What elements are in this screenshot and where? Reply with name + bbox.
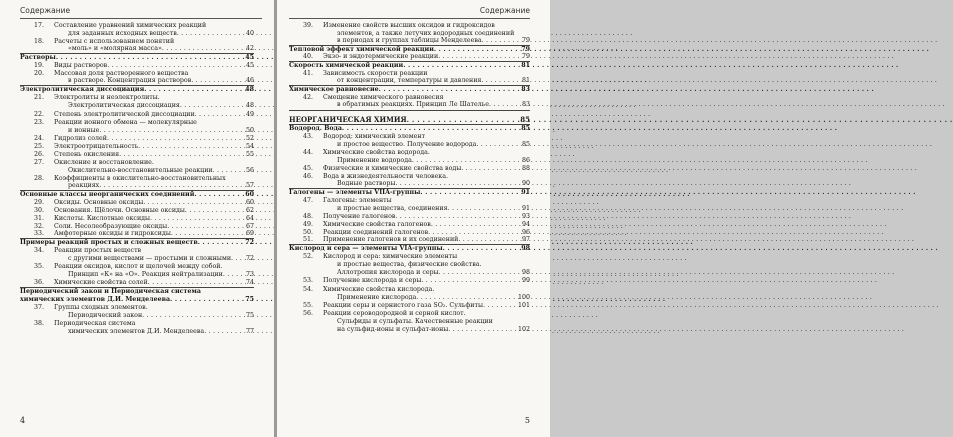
toc-entry-number: 36.: [34, 278, 45, 286]
toc-page-number: 81: [521, 62, 530, 70]
toc-page-number: 56: [245, 166, 254, 174]
toc-dot-leader: [195, 111, 244, 119]
toc-entry-title: Гидролиз солей: [54, 134, 107, 142]
toc-entry-title: Растворы: [20, 54, 56, 62]
toc-entry-number: 23.: [34, 118, 45, 126]
toc-entry[interactable]: [20, 127, 254, 135]
toc-entry-title: Водород. Вода: [289, 124, 342, 132]
toc-page-number: 93: [521, 213, 530, 221]
toc-entry[interactable]: [20, 78, 254, 86]
toc-entry[interactable]: [289, 294, 530, 302]
toc-entry[interactable]: [289, 181, 530, 189]
toc-entry-title: Соли. Несолеобразующие оксиды: [54, 223, 168, 231]
toc-entry-number: 28.: [34, 174, 45, 182]
toc-entry[interactable]: [289, 269, 530, 277]
toc-page-number: 98: [521, 269, 530, 277]
toc-dot-leader: [177, 30, 244, 38]
toc-entry-title: Применение галогенов и их соединений: [323, 236, 459, 244]
toc-entry[interactable]: [289, 286, 530, 294]
toc-entry-title: Реакции ионного обмена — молекулярные: [54, 118, 197, 126]
toc-entry-title: Химические свойства солей: [54, 278, 148, 286]
toc-page-number: 101: [517, 301, 530, 309]
toc-section-heading[interactable]: [20, 239, 254, 247]
toc-entry-number: 25.: [34, 142, 45, 150]
toc-entry-title: химических элементов Д.И. Менделеева: [20, 295, 171, 303]
toc-dot-leader: [421, 277, 520, 285]
toc-dot-leader: [342, 125, 519, 133]
toc-entry-title: Реакции оксидов, кислот и щелочей между собой.: [54, 263, 223, 271]
toc-entry[interactable]: [20, 247, 254, 255]
toc-entry-number: 54.: [303, 285, 314, 293]
toc-section-heading[interactable]: [289, 62, 530, 70]
toc-entry-title: Электролиты и неэлектролиты.: [54, 94, 160, 102]
toc-entry-title: с другими веществами — простыми и сложными: [68, 255, 232, 263]
toc-entry-number: 56.: [303, 309, 314, 317]
toc-entry-title: в растворе. Концентрация растворов: [68, 77, 192, 85]
toc-entry-title: Степень окисления: [54, 150, 120, 158]
toc-entry-title: Основные классы неорганических соединений: [20, 190, 195, 198]
running-header-left: Содержание: [20, 6, 71, 15]
toc-entry-title: Химическое равновесие: [289, 86, 379, 94]
toc-entry[interactable]: [289, 149, 530, 157]
toc-entry-title: для заданных исходных веществ: [68, 30, 177, 38]
toc-dot-leader: [412, 157, 520, 165]
toc-entry[interactable]: [20, 231, 254, 239]
toc-dot-leader: [191, 77, 244, 85]
toc-dot-leader: [99, 182, 244, 190]
toc-entry-title: от концентрации, температуры и давления: [337, 77, 482, 85]
toc-entry-number: 27.: [34, 158, 45, 166]
toc-entry[interactable]: [20, 151, 254, 159]
toc-section-heading[interactable]: [20, 54, 254, 62]
toc-dot-leader: [438, 53, 520, 61]
toc-entry-number: 55.: [303, 301, 314, 309]
toc-dot-leader: [142, 312, 244, 320]
toc-entry-title: в обратимых реакциях. Принцип Ле Шателье: [337, 101, 489, 109]
toc-dot-leader: [185, 207, 244, 215]
toc-entry-number: 21.: [34, 94, 45, 102]
toc-entry-title: Применение кислорода: [337, 293, 417, 301]
toc-page-number: 85: [521, 140, 530, 148]
toc-page-number: 83: [521, 101, 530, 109]
toc-dot-leader: [150, 215, 244, 223]
toc-entry-title: Водород: химический элемент: [323, 132, 426, 140]
toc-entry[interactable]: [289, 197, 530, 205]
toc-page-number: 91: [521, 205, 530, 213]
toc-dot-leader: [231, 255, 244, 263]
toc-left: [20, 22, 254, 336]
toc-page-number: 52: [245, 134, 254, 142]
toc-dot-leader: [448, 205, 520, 213]
toc-page-number: 85: [520, 114, 530, 124]
toc-entry-number: 22.: [34, 110, 45, 118]
toc-dot-leader: [119, 151, 244, 159]
toc-entry-number: 24.: [34, 134, 45, 142]
toc-entry[interactable]: [289, 22, 530, 30]
toc-entry-title: Реакции сероводородной и серной кислот.: [323, 309, 466, 317]
toc-entry[interactable]: [289, 302, 530, 310]
toc-entry-title: Тепловой эффект химической реакции: [289, 46, 434, 54]
toc-entry-number: 51.: [303, 236, 314, 244]
toc-right: [289, 22, 530, 334]
toc-dot-leader: [204, 328, 244, 336]
toc-entry-title: Галогены — элементы VIIA-группы: [289, 188, 421, 196]
toc-entry[interactable]: [20, 280, 254, 288]
toc-entry-title: Основания. Щёлочи. Основные оксиды: [54, 207, 185, 215]
toc-page-number: 45: [245, 54, 254, 62]
toc-entry-title: Аллотропия кислорода и серы: [337, 269, 439, 277]
toc-entry-number: 33.: [34, 230, 45, 238]
toc-dot-leader: [170, 296, 243, 304]
toc-entry-title: и простые вещества, соединения: [337, 205, 448, 213]
toc-entry[interactable]: [289, 78, 530, 86]
toc-entry[interactable]: [289, 277, 530, 285]
toc-entry[interactable]: [20, 328, 254, 336]
toc-dot-leader: [56, 54, 243, 62]
toc-page-number: 45: [245, 62, 254, 70]
toc-entry[interactable]: [289, 133, 530, 141]
toc-dot-leader: [138, 143, 244, 151]
toc-dot-leader: [483, 302, 516, 310]
toc-entry-title: Изменение свойств высших оксидов и гидроксидов: [323, 22, 495, 29]
toc-section-heading[interactable]: [20, 288, 254, 296]
toc-entry-title: Окислительно-восстановительные реакции: [68, 166, 213, 174]
toc-entry[interactable]: [289, 253, 530, 261]
toc-entry-title: Сульфиды и сульфаты. Качественные реакции: [337, 317, 493, 325]
toc-entry-title: Химические свойства галогенов: [323, 221, 431, 229]
toc-entry-title: химических элементов Д.И. Менделеева: [68, 327, 205, 335]
toc-section-heading[interactable]: [289, 125, 530, 133]
toc-entry-title: Группы сходных элементов.: [54, 303, 148, 311]
toc-entry-title: Получение кислорода и серы: [323, 277, 422, 285]
toc-entry-number: 50.: [303, 229, 314, 237]
toc-page-number: 97: [521, 236, 530, 244]
toc-entry[interactable]: [289, 326, 530, 334]
toc-page-number: 60: [245, 199, 254, 207]
toc-dot-leader: [213, 167, 244, 175]
toc-entry[interactable]: [20, 135, 254, 143]
toc-entry-title: элементов, а также летучих водородных соединений: [337, 30, 515, 38]
toc-entry[interactable]: [289, 310, 530, 318]
toc-entry[interactable]: [20, 320, 254, 328]
toc-entry-number: 44.: [303, 148, 314, 156]
toc-entry[interactable]: [20, 111, 254, 119]
toc-entry[interactable]: [20, 94, 254, 102]
toc-entry[interactable]: [20, 62, 254, 70]
toc-section-heading[interactable]: [289, 114, 530, 125]
toc-entry-number: 42.: [303, 94, 314, 102]
toc-entry-number: 49.: [303, 221, 314, 229]
toc-entry-title: Водные растворы: [337, 179, 396, 187]
toc-entry-title: Массовая доля растворенного вещества: [54, 70, 189, 78]
toc-entry-title: Окисление и восстановление.: [54, 158, 154, 166]
toc-entry-number: 32.: [34, 223, 45, 231]
toc-entry-title: Составление уравнений химических реакций: [54, 22, 207, 29]
toc-dot-leader: [403, 62, 519, 70]
toc-dot-leader: [171, 230, 244, 238]
toc-dot-leader: [395, 213, 520, 221]
toc-dot-leader: [431, 221, 520, 229]
toc-dot-leader: [458, 236, 520, 244]
toc-page-number: 64: [245, 215, 254, 223]
toc-dot-leader: [99, 127, 244, 135]
toc-page-number: 86: [521, 156, 530, 164]
toc-dot-leader: [461, 165, 520, 173]
toc-entry-title: Реакции серы и сернистого газа SO₂. Сульфиты: [323, 301, 483, 309]
toc-entry-number: 38.: [34, 319, 45, 327]
toc-page-number: 81: [521, 77, 530, 85]
toc-entry[interactable]: [20, 312, 254, 320]
toc-entry-title: Электролитическая диссоциация: [20, 86, 145, 94]
toc-section-heading[interactable]: [20, 86, 254, 94]
toc-dot-leader: [162, 45, 244, 53]
toc-entry-title: «моль» и «молярная масса»: [68, 45, 162, 53]
toc-entry-title: Кислород и сера — элементы VIA-группы: [289, 245, 443, 253]
toc-entry-number: 29.: [34, 199, 45, 207]
toc-dot-leader: [439, 269, 520, 277]
toc-entry-number: 41.: [303, 70, 314, 78]
toc-page-number: 49: [245, 110, 254, 118]
toc-entry-title: на сульфид-ионы и сульфат-ионы: [337, 325, 449, 333]
toc-page-number: 69: [245, 230, 254, 238]
toc-section-heading[interactable]: [289, 86, 530, 94]
toc-page-number: 48: [245, 102, 254, 110]
toc-page-number: 77: [245, 327, 254, 335]
toc-entry-title: Реакции соединений галогенов: [323, 229, 429, 237]
toc-entry-title: Периодическая система: [54, 319, 136, 327]
toc-entry-title: Зависимость скорости реакции: [323, 70, 428, 78]
toc-section-heading[interactable]: [289, 189, 530, 197]
toc-entry-title: реакциях: [68, 181, 100, 189]
toc-entry-number: 46.: [303, 172, 314, 180]
toc-entry[interactable]: [20, 255, 254, 263]
toc-entry-title: в периодах и группах таблицы Менделеева: [337, 37, 482, 45]
page-number-right: 5: [524, 416, 530, 425]
toc-entry-number: 19.: [34, 62, 45, 70]
toc-page-number: 83: [521, 86, 530, 94]
toc-entry-title: и ионные: [68, 126, 100, 134]
toc-dot-leader: [107, 135, 244, 143]
toc-entry[interactable]: [20, 199, 254, 207]
toc-entry[interactable]: [20, 102, 254, 110]
toc-page-number: 40: [245, 30, 254, 38]
toc-entry-number: 39.: [303, 22, 314, 29]
header-rule-right: [289, 18, 530, 19]
toc-entry[interactable]: [289, 157, 530, 165]
toc-page-number: 50: [245, 126, 254, 134]
toc-entry[interactable]: [20, 167, 254, 175]
toc-entry-number: 20.: [34, 70, 45, 78]
toc-entry-number: 45.: [303, 164, 314, 172]
toc-dot-leader: [395, 180, 520, 188]
toc-dot-leader: [448, 326, 516, 334]
toc-entry-title: Применение водорода: [337, 156, 412, 164]
toc-entry[interactable]: [20, 207, 254, 215]
header-rule-left: [20, 18, 262, 19]
toc-page-number: 74: [245, 278, 254, 286]
toc-entry-number: 43.: [303, 132, 314, 140]
toc-entry-number: 34.: [34, 247, 45, 255]
toc-entry-number: 17.: [34, 22, 45, 29]
toc-dot-leader: [379, 86, 520, 94]
toc-entry[interactable]: [289, 237, 530, 245]
toc-dot-leader: [180, 102, 244, 110]
toc-entry-title: Электроотрицательность: [54, 142, 139, 150]
toc-entry-title: Галогены: элементы: [323, 196, 392, 204]
toc-dot-leader: [194, 191, 243, 199]
toc-dot-leader: [420, 189, 519, 197]
toc-entry-title: Оксиды. Основные оксиды: [54, 199, 144, 207]
toc-entry[interactable]: [289, 141, 530, 149]
toc-entry-number: 48.: [303, 213, 314, 221]
toc-entry[interactable]: [20, 22, 254, 30]
toc-entry[interactable]: [20, 159, 254, 167]
toc-entry[interactable]: [20, 263, 254, 271]
toc-dot-leader: [143, 199, 244, 207]
toc-entry-number: 31.: [34, 215, 45, 223]
toc-entry-title: Реакции простых веществ: [54, 247, 142, 255]
toc-entry-title: Коэффициенты в окислительно-восстановительных: [54, 174, 226, 182]
toc-dot-leader: [482, 37, 520, 45]
toc-page-number: 79: [521, 46, 530, 54]
toc-dot-leader: [198, 239, 244, 247]
toc-entry-title: Вода в жизнедеятельности человека.: [323, 172, 448, 180]
toc-page-number: 72: [245, 239, 254, 247]
toc-page-number: 75: [245, 311, 254, 319]
toc-entry[interactable]: [289, 54, 530, 62]
toc-page-number: 54: [245, 142, 254, 150]
toc-entry-title: Кислоты. Кислотные оксиды: [54, 215, 151, 223]
toc-dot-leader: [148, 279, 244, 287]
toc-entry-number: 53.: [303, 277, 314, 285]
toc-dot-leader: [416, 294, 516, 302]
toc-entry-title: Химические свойства кислорода.: [323, 285, 435, 293]
toc-entry-title: Кислород и сера: химические элементы: [323, 253, 458, 261]
toc-entry-title: Химические свойства водорода.: [323, 148, 430, 156]
toc-page-number: 46: [245, 77, 254, 85]
running-header-right: Содержание: [479, 6, 530, 15]
toc-dot-leader: [407, 116, 519, 124]
toc-entry[interactable]: [289, 38, 530, 46]
toc-dot-leader: [107, 62, 244, 70]
toc-dot-leader: [481, 77, 520, 85]
toc-entry[interactable]: [289, 261, 530, 269]
toc-entry-number: 40.: [303, 53, 314, 61]
toc-entry-title: Примеры реакций простых и сложных веществ: [20, 239, 198, 247]
toc-entry[interactable]: [289, 221, 530, 229]
toc-page-number: 62: [245, 207, 254, 215]
toc-page-number: 60: [245, 190, 254, 198]
toc-section-heading[interactable]: [20, 296, 254, 304]
toc-section-heading[interactable]: [20, 191, 254, 199]
toc-entry-title: Степень электролитической диссоциации: [54, 110, 195, 118]
toc-page-number: 100: [517, 293, 530, 301]
toc-entry[interactable]: [20, 183, 254, 191]
toc-page-number: 102: [517, 325, 530, 333]
toc-entry[interactable]: [20, 215, 254, 223]
toc-page-number: 99: [521, 277, 530, 285]
toc-entry-title: Экзо- и эндотермические реакции: [323, 53, 439, 61]
toc-page-number: 79: [521, 37, 530, 45]
toc-entry-title: и простые вещества, физические свойства.: [337, 261, 482, 269]
toc-entry[interactable]: [20, 119, 254, 127]
toc-page-number: 72: [245, 255, 254, 263]
toc-entry[interactable]: [20, 30, 254, 38]
toc-page-number: 96: [521, 229, 530, 237]
toc-entry-title: Получение галогенов: [323, 213, 396, 221]
toc-entry-number: 52.: [303, 253, 314, 261]
left-page: [0, 0, 274, 437]
toc-entry-title: Смещение химического равновесия: [323, 94, 444, 102]
toc-entry[interactable]: [20, 143, 254, 151]
toc-page-number: 94: [521, 221, 530, 229]
toc-page-number: 91: [521, 188, 530, 196]
toc-page-number: 98: [521, 245, 530, 253]
toc-entry-number: 47.: [303, 196, 314, 204]
toc-entry[interactable]: [289, 205, 530, 213]
toc-entry-number: 26.: [34, 150, 45, 158]
toc-page-number: 90: [521, 179, 530, 187]
toc-entry-number: 35.: [34, 263, 45, 271]
toc-entry-title: Электролитическая диссоциация: [68, 102, 180, 110]
toc-entry-number: 18.: [34, 38, 45, 46]
toc-page-number: 75: [245, 295, 254, 303]
toc-entry-number: 37.: [34, 303, 45, 311]
toc-dot-leader: [489, 101, 520, 109]
toc-entry-title: Скорость химической реакции: [289, 62, 404, 70]
toc-entry[interactable]: [289, 213, 530, 221]
toc-page-number: 57: [245, 181, 254, 189]
toc-entry-title: и простое вещество. Получение водорода: [337, 140, 477, 148]
toc-entry[interactable]: [20, 46, 254, 54]
toc-entry[interactable]: [289, 102, 530, 110]
toc-page-number: 42: [245, 45, 254, 53]
toc-entry[interactable]: [289, 165, 530, 173]
toc-entry[interactable]: [289, 318, 530, 326]
toc-entry-title: Физические и химические свойства воды: [323, 164, 462, 172]
toc-entry-title: Периодический закон: [68, 311, 143, 319]
toc-page-number: 48: [245, 86, 254, 94]
toc-entry-title: Принцип «К» на «О». Реакция нейтрализации: [68, 271, 223, 279]
toc-section-heading[interactable]: [289, 245, 530, 253]
page-number-left: 4: [20, 416, 26, 425]
toc-entry-title: Амфотерные оксиды и гидроксиды: [54, 230, 171, 238]
toc-entry[interactable]: [20, 304, 254, 312]
toc-entry-title: Виды растворов: [54, 62, 108, 70]
toc-entry-title: НЕОРГАНИЧЕСКАЯ ХИМИЯ: [289, 114, 407, 124]
toc-page-number: 55: [245, 150, 254, 158]
toc-entry-title: Периодический закон и Периодическая система: [20, 287, 201, 295]
toc-entry-title: Расчеты с использованием понятий: [54, 38, 175, 46]
toc-entry-number: 30.: [34, 207, 45, 215]
toc-page-number: 73: [245, 271, 254, 279]
toc-page-number: 88: [521, 164, 530, 172]
toc-dot-leader: [144, 86, 243, 94]
toc-page-number: 67: [245, 223, 254, 231]
toc-dot-leader: [443, 245, 520, 253]
toc-page-number: 85: [521, 124, 530, 132]
toc-dot-leader: [476, 141, 520, 149]
toc-page-number: 79: [521, 53, 530, 61]
right-page: [277, 0, 550, 437]
